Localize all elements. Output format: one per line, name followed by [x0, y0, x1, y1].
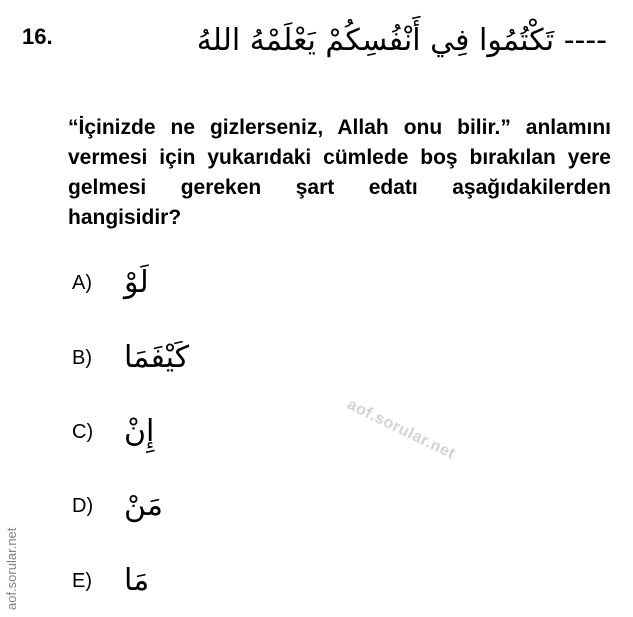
option-label: A) [72, 271, 92, 294]
option-label: D) [72, 494, 94, 517]
option-text: كَيْفَمَا [124, 340, 189, 375]
option-text: لَوْ [124, 265, 149, 300]
option-label: B) [72, 346, 92, 369]
option-d[interactable] [72, 481, 163, 531]
question-number: 16. [22, 24, 53, 49]
option-text: مَنْ [124, 488, 163, 523]
arabic-sentence: ---- تَكْتُمُوا فِي أَنْفُسِكُمْ يَعْلَمْهُ اللهُ [196, 23, 607, 58]
option-text: مَا [124, 563, 150, 598]
option-text: إِنْ [124, 414, 155, 449]
option-a[interactable] [72, 258, 149, 308]
watermark-diagonal: aof.sorular.net [344, 396, 458, 463]
option-label: C) [72, 420, 94, 443]
option-label: E) [72, 569, 92, 592]
option-c[interactable] [72, 407, 154, 457]
question-text: “İçinizde ne gizlerseniz, Allah onu bilir.” anlamını vermesi için yukarıdaki cümlede boş bırakılan yere gelmesi gereken şart edatı aşağıdakilerden hangisidir? [68, 116, 611, 229]
option-e[interactable] [72, 556, 149, 606]
watermark-side: aof.sorular.net [4, 527, 19, 610]
option-b[interactable] [72, 333, 189, 383]
